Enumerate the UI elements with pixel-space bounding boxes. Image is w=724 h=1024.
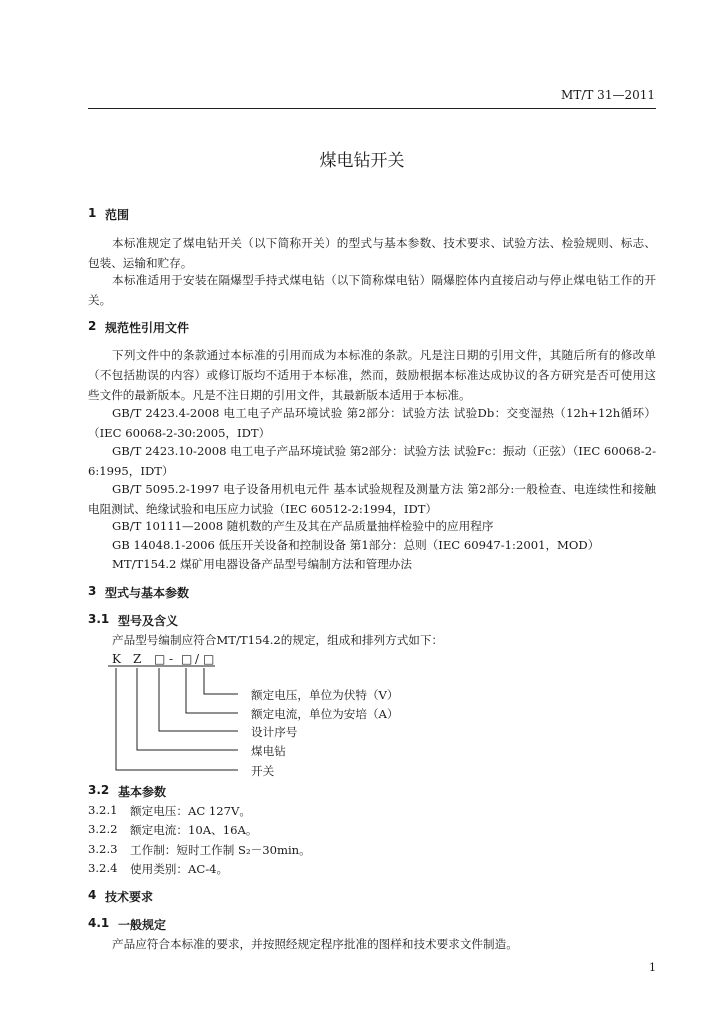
section-2-paragraph: 下列文件中的条款通过本标准的引用而成为本标准的条款。凡是注日期的引用文件，其随后所有的修改单（不包括勘误的内容）或修订版均不适用于本标准，然而，鼓励根据本标准达成协议的各方研究是否可使用这些文件的最新版本。凡是不注日期的引用文件，其最新版本适用于本标准。 <box>88 348 656 402</box>
reference-item: GB/T 10111—2008 随机数的产生及其在产品质量抽样检验中的应用程序 <box>112 519 494 533</box>
section-2-heading: 规范性引用文件 <box>105 321 190 335</box>
section-3-number: 3 <box>88 584 97 598</box>
param-text: 工作制：短时工作制 S₂－30min。 <box>130 843 311 857</box>
section-4-number: 4 <box>88 888 97 902</box>
section-3-2-heading: 基本参数 <box>118 785 167 799</box>
reference-item: GB/T 2423.10-2008 电工电子产品环境试验 第2部分：试验方法 试验Fc：振动（正弦）（IEC 60068-2-6:1995，IDT） <box>88 444 656 478</box>
section-1-heading: 范围 <box>105 208 130 222</box>
legend-coal-drill: 煤电钻 <box>251 744 286 758</box>
reference-item: GB/T 2423.4-2008 电工电子产品环境试验 第2部分：试验方法 试验Db：交变湿热（12h+12h循环）（IEC 60068-2-30:2005，IDT） <box>88 406 656 440</box>
section-3-2-number: 3.2 <box>88 783 110 797</box>
param-number: 3.2.4 <box>88 861 118 875</box>
section-4-1-number: 4.1 <box>88 916 110 930</box>
standard-code: MT/T 31—2011 <box>561 88 655 102</box>
section-3-heading: 型式与基本参数 <box>105 586 190 600</box>
model-letter-z: Z <box>133 652 142 666</box>
param-text: 使用类别：AC-4。 <box>130 862 229 876</box>
model-dash: - <box>169 652 174 666</box>
section-4-1-text: 产品应符合本标准的要求，并按照经规定程序批准的图样和技术要求文件制造。 <box>112 937 518 951</box>
model-letter-k: K <box>112 652 121 666</box>
section-3-1-heading: 型号及含义 <box>118 614 179 628</box>
param-text: 额定电流：10A、16A。 <box>130 823 258 837</box>
model-box-3: □ <box>203 652 215 666</box>
reference-item: MT/T154.2 煤矿用电器设备产品型号编制方法和管理办法 <box>112 557 412 571</box>
section-1-paragraph-2: 本标准适用于安装在隔爆型手持式煤电钻（以下简称煤电钻）隔爆腔体内直接启动与停止煤电钻工作的开关。 <box>88 273 656 307</box>
section-1-paragraph-1: 本标准规定了煤电钻开关（以下简称开关）的型式与基本参数、技术要求、试验方法、检验规则、标志、包装、运输和贮存。 <box>88 236 656 270</box>
page-number: 1 <box>649 961 656 974</box>
model-box-1: □ <box>154 652 166 666</box>
section-4-heading: 技术要求 <box>105 890 154 904</box>
param-number: 3.2.3 <box>88 842 118 856</box>
model-box-2: □ <box>181 652 193 666</box>
reference-item: GB/T 5095.2-1997 电子设备用机电元件 基本试验规程及测量方法 第2部分:一般检查、电连续性和接触电阻测试、绝缘试验和电压应力试验（IEC 60512-2:1994，IDT） <box>88 482 656 516</box>
legend-rated-voltage: 额定电压，单位为伏特（V） <box>251 688 399 702</box>
section-3-1-number: 3.1 <box>88 612 110 626</box>
model-intro-text: 产品型号编制应符合MT/T154.2的规定，组成和排列方式如下： <box>112 633 444 647</box>
legend-switch: 开关 <box>251 764 275 778</box>
param-text: 额定电压：AC 127V。 <box>130 804 251 818</box>
param-number: 3.2.2 <box>88 822 118 836</box>
legend-design-serial: 设计序号 <box>251 725 298 739</box>
section-4-1-heading: 一般规定 <box>118 918 167 932</box>
section-2-number: 2 <box>88 319 97 333</box>
model-slash: / <box>195 652 200 666</box>
document-title: 煤电钻开关 <box>319 151 405 171</box>
legend-rated-current: 额定电流，单位为安培（A） <box>251 707 399 721</box>
reference-item: GB 14048.1-2006 低压开关设备和控制设备 第1部分：总则（IEC 60947-1:2001，MOD） <box>112 538 600 552</box>
param-number: 3.2.1 <box>88 803 118 817</box>
section-1-number: 1 <box>88 206 97 220</box>
